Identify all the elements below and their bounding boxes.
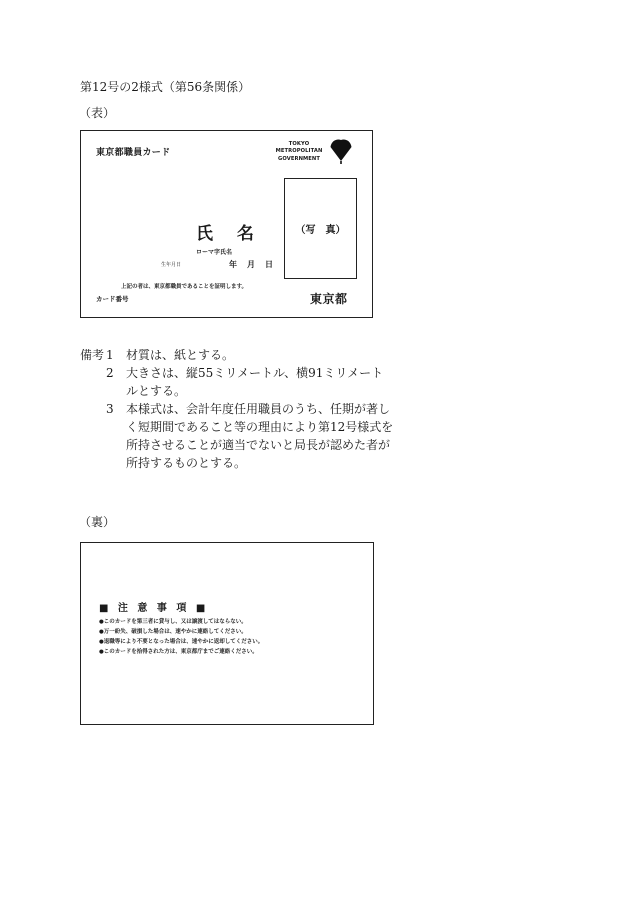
caution-item: ●このカードを第三者に貸与し、又は譲渡してはならない。 <box>99 619 247 625</box>
notes-head: 備考 <box>80 348 105 362</box>
note-item <box>80 364 400 400</box>
note-text: 材質は、紙とする。 <box>126 348 235 362</box>
front-label: （表） <box>79 106 116 120</box>
caution-item: ●万一紛失、破損した場合は、速やかに連絡してください。 <box>99 629 247 635</box>
caution-item: ●退職等により不要となった場合は、速やかに返却してください。 <box>99 639 264 645</box>
form-heading: 第12号の2様式（第56条関係） <box>80 80 251 94</box>
name-label: 氏 名 <box>196 224 263 244</box>
logo-line-1: TOKYO <box>288 141 310 147</box>
back-label: （裏） <box>79 515 116 529</box>
ginkgo-logo-icon <box>327 137 355 165</box>
note-item <box>80 400 400 472</box>
notes-section <box>80 346 400 472</box>
note-text: 大きさは、縦55ミリメートル、横91ミリメートルとする。 <box>126 366 384 398</box>
issuer-name: 東京都 <box>310 292 348 306</box>
birthdate-label: 生年月日 <box>161 262 182 268</box>
logo-line-3: GOVERNMENT <box>277 155 320 162</box>
card-number-label: カード番号 <box>96 295 129 303</box>
photo-label: （写 真） <box>295 225 346 236</box>
note-item <box>80 346 400 364</box>
note-text: 本様式は、会計年度任用職員のうち、任期が著しく短期間であること等の理由により第12号様式を所持させることが適当でないと局長が認めた者が所持するものとする。 <box>126 402 394 470</box>
id-card-front <box>80 130 373 318</box>
note-number: 1 <box>106 348 114 362</box>
note-number: 3 <box>106 402 114 416</box>
tokyo-logo-text <box>267 141 331 163</box>
note-number: 2 <box>106 366 114 380</box>
caution-item: ●このカードを拾得された方は、東京都庁までご連絡ください。 <box>99 649 258 655</box>
date-label: 年 月 日 <box>229 259 274 269</box>
caution-title: ■ 注 意 事 項 ■ <box>99 603 209 614</box>
logo-line-2: METROPOLITAN <box>275 148 323 155</box>
caution-list <box>99 617 263 657</box>
photo-box <box>284 178 357 279</box>
proof-text: 上記の者は、東京都職員であることを証明します。 <box>121 284 248 290</box>
card-title: 東京都職員カード <box>96 148 171 158</box>
romaji-name-label: ローマ字氏名 <box>196 249 233 256</box>
id-card-back <box>80 542 374 725</box>
